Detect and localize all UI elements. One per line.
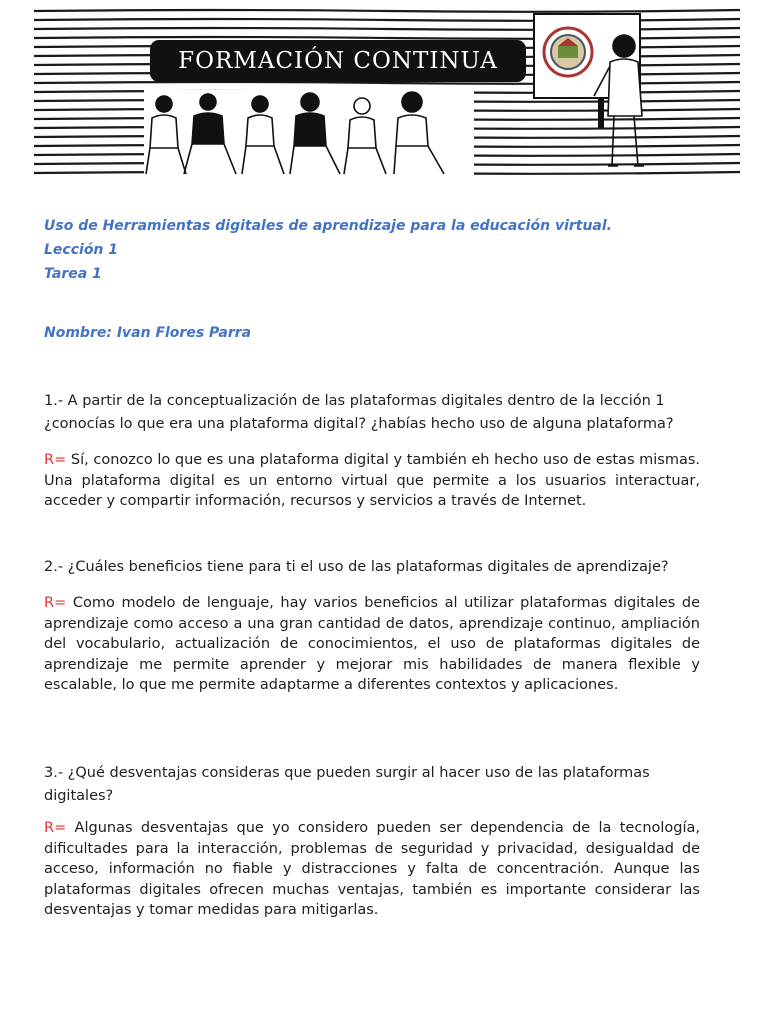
answer-text: Algunas desventajas que yo considero pueden ser dependencia de la tecnología, dificultades para la interacción, problemas de seguridad y privacidad, desigualdad de acceso, información no fiable y distracciones y falta de concentración. Aunque las plataformas digitales ofrecen muchas ventajas, también es importante considerar las desventajas y tomar medidas para mitigarlas.: [44, 820, 701, 918]
banner: [34, 8, 740, 178]
question-text: ¿conocías lo que era una plataforma digital? ¿habías hecho uso de alguna plataforma?: [44, 416, 674, 432]
student-name: Nombre: Ivan Flores Parra: [44, 325, 252, 341]
banner-title: FORMACIÓN CONTINUA: [178, 48, 498, 74]
question-block-2: [44, 556, 700, 579]
answer-prefix: R=: [44, 595, 67, 611]
question-text: 1.- A partir de la conceptualización de las plataformas digitales dentro de la lección 1: [44, 393, 665, 409]
task-label: Tarea 1: [44, 266, 102, 282]
answer-block-1: [44, 450, 700, 512]
teacher-at-board-icon: [584, 26, 654, 176]
answer-text: Como modelo de lenguaje, hay varios beneficios al utilizar plataformas digitales de aprendizaje como acceso a una gran cantidad de datos, aprendizaje continuo, ampliación del vocabulario, actualización de conocimientos, el uso de plataformas digitales de aprendizaje me permite aprender y mejorar mis habilidades de manera flexible y escalable, lo que me permite adaptarme a diferentes contextos y aplicaciones.: [44, 595, 701, 693]
banner-title-box: [150, 40, 526, 82]
question-text: 2.- ¿Cuáles beneficios tiene para ti el uso de las plataformas digitales de aprendizaje?: [44, 559, 669, 575]
answer-prefix: R=: [44, 820, 67, 836]
question-text: 3.- ¿Qué desventajas consideras que pueden surgir al hacer uso de las plataformas: [44, 765, 650, 781]
document-header: [44, 214, 724, 286]
seated-students-illustration-icon: [144, 90, 474, 178]
lesson-label: Lección 1: [44, 242, 119, 258]
question-block-3: [44, 762, 700, 808]
question-block-1: [44, 390, 700, 436]
answer-prefix: R=: [44, 452, 67, 468]
question-text: digitales?: [44, 788, 114, 804]
answer-text: Sí, conozco lo que es una plataforma digital y también eh hecho uso de estas mismas. Una plataforma digital es un entorno virtual que permite a los usuarios interactuar, acceder y compartir información, recursos y servicios a través de Internet.: [44, 452, 701, 509]
course-title: Uso de Herramientas digitales de aprendizaje para la educación virtual.: [44, 218, 612, 234]
answer-block-3: [44, 818, 700, 921]
answer-block-2: [44, 593, 700, 696]
